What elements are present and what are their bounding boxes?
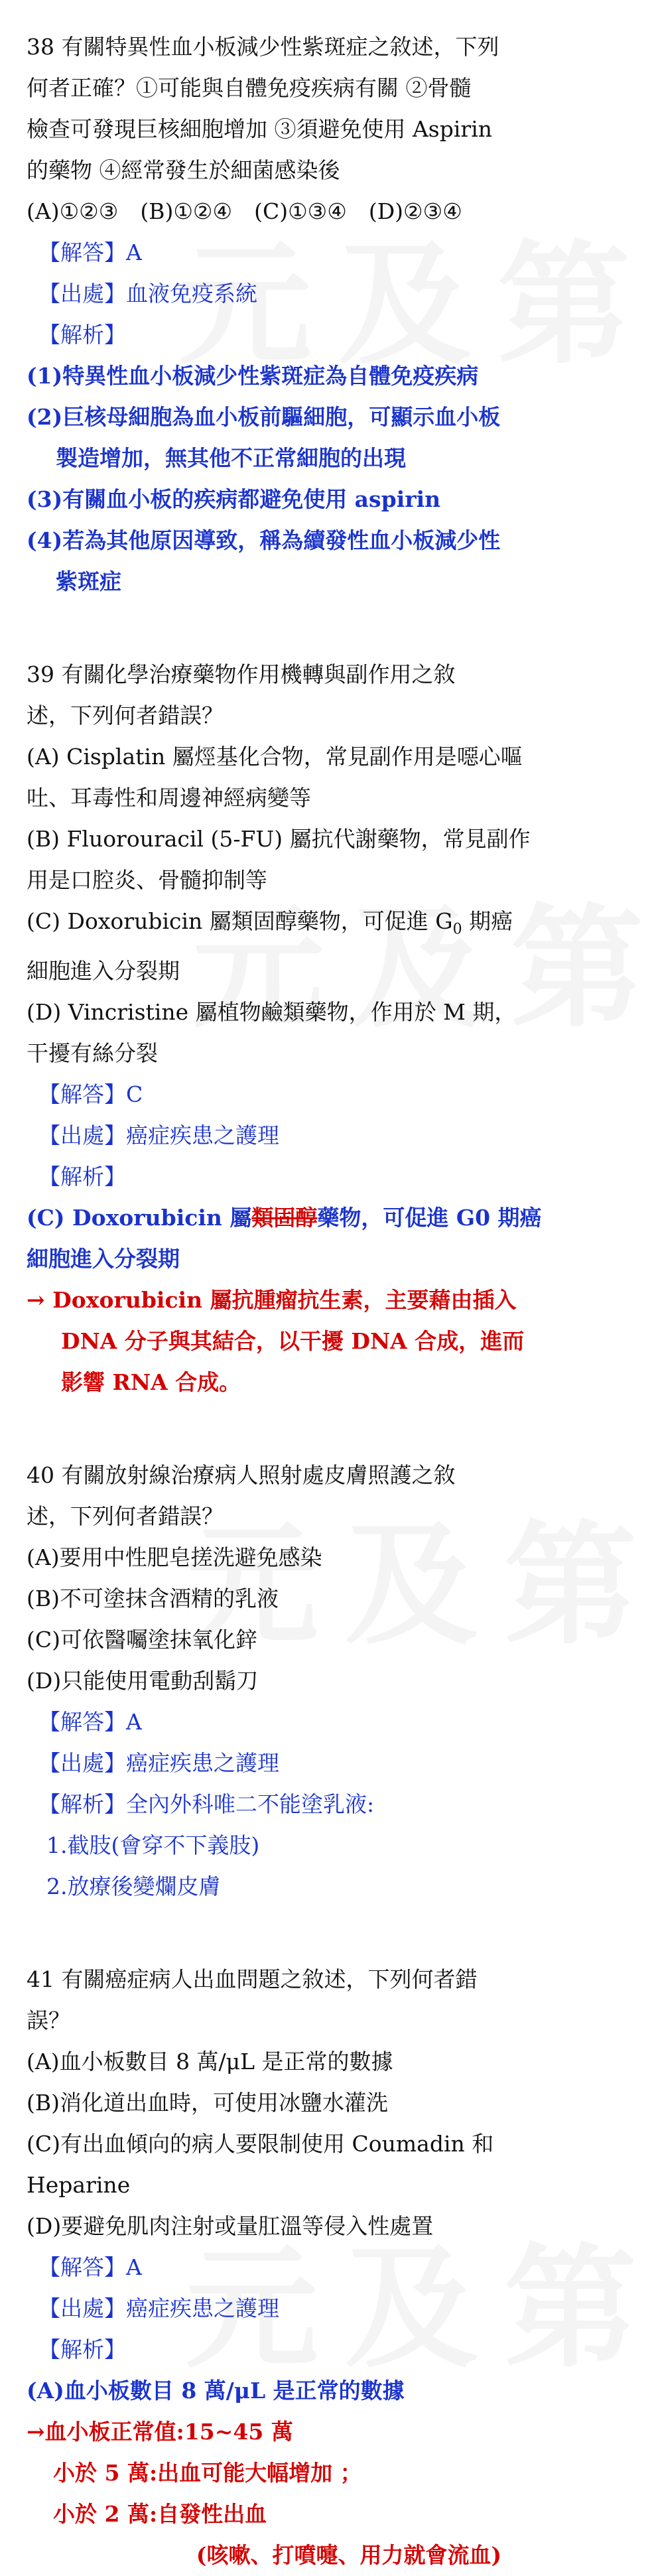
source-value: 癌症疾患之護理	[126, 2295, 279, 2321]
question-41	[27, 1959, 618, 2576]
option-line: (A)血小板數目 8 萬/μL 是正常的數據	[27, 2048, 393, 2074]
question-stem-line: 41 有關癌症病人出血問題之敘述，下列何者錯	[27, 1966, 478, 1992]
question-options: (A)①②③ (B)①②④ (C)①③④ (D)②③④	[27, 198, 462, 224]
explain-label: 【解析】	[38, 1163, 126, 1189]
option-text: (C) Doxorubicin 屬類固醇藥物，可促進 G	[27, 908, 453, 934]
correction-line: → Doxorubicin 屬抗腫瘤抗生素，主要藉由插入	[27, 1286, 517, 1313]
option-line: (D)要避免肌肉注射或量肛溫等侵入性處置	[27, 2212, 434, 2239]
answer-line	[27, 1702, 618, 1743]
option-line: Heparine	[27, 2171, 131, 2198]
source-label: 【出處】	[38, 1749, 126, 1776]
question-stem-line: 的藥物 ④經常發生於細菌感染後	[27, 157, 340, 183]
explain-line: (2)巨核母細胞為血小板前驅細胞，可顯示血小板	[27, 404, 501, 430]
answer-value: A	[126, 1708, 142, 1735]
option-line: 細胞進入分裂期	[27, 957, 180, 984]
explain-line	[27, 1197, 618, 1239]
explain-label: 【解析】	[38, 2336, 126, 2362]
option-text: 期癌	[462, 908, 513, 934]
question-stem-line: 40 有關放射線治療病人照射處皮膚照護之敘	[27, 1461, 456, 1488]
explain-point: 1.截肢(會穿不下義肢)	[46, 1832, 260, 1858]
answer-line	[27, 1074, 618, 1115]
source-value: 血液免疫系統	[126, 281, 257, 306]
answer-line	[27, 232, 618, 273]
struck-text: 類固醇	[251, 1204, 318, 1231]
explain-line: (1)特異性血小板減少性紫斑症為自體免疫疾病	[27, 363, 479, 389]
correction-line: DNA 分子與其結合，以干擾 DNA 合成，進而	[61, 1327, 525, 1354]
answer-label: 【解答】	[38, 2254, 126, 2280]
option-line: (B)不可塗抹含酒精的乳液	[27, 1585, 279, 1611]
option-line: 用是口腔炎、骨髓抑制等	[27, 867, 267, 893]
explain-line: (4)若為其他原因導致，稱為續發性血小板減少性	[27, 527, 501, 553]
explain-line: (A)血小板數目 8 萬/μL 是正常的數據	[27, 2377, 405, 2404]
answer-label: 【解答】	[38, 239, 126, 265]
answer-value: C	[126, 1081, 143, 1107]
question-stem-line: 述，下列何者錯誤？	[27, 1503, 224, 1529]
source-label: 【出處】	[38, 281, 126, 306]
explain-text: (C) Doxorubicin 屬	[27, 1204, 252, 1231]
explain-text: 藥物，可促進 G0 期癌	[317, 1204, 542, 1231]
source-label: 【出處】	[38, 2295, 126, 2321]
source-line	[27, 1743, 618, 1784]
answer-label: 【解答】	[38, 1708, 126, 1735]
explain-line: 製造增加，無其他不正常細胞的出現	[56, 445, 406, 471]
option-line: (A)要用中性肥皂搓洗避免感染	[27, 1544, 322, 1570]
question-40	[27, 1455, 618, 1907]
source-value: 癌症疾患之護理	[126, 1749, 279, 1776]
correction-line: 小於 2 萬:自發性出血	[53, 2500, 267, 2527]
explain-line: (3)有關血小板的疾病都避免使用 aspirin	[27, 486, 441, 512]
correction-line: →血小板正常值:15~45 萬	[27, 2418, 293, 2445]
source-label: 【出處】	[38, 1122, 126, 1148]
source-line	[27, 2288, 618, 2329]
explain-point: 2.放療後變爛皮膚	[46, 1873, 221, 1899]
explain-value: 全內外科唯二不能塗乳液:	[126, 1791, 375, 1817]
answer-value: A	[126, 239, 142, 265]
option-line	[27, 901, 618, 951]
explain-label: 【解析】	[38, 1791, 126, 1817]
explain-line	[27, 1784, 618, 1825]
explain-label: 【解析】	[38, 322, 126, 348]
explain-line: 紫斑症	[56, 569, 121, 594]
question-stem-line: 述，下列何者錯誤？	[27, 703, 224, 728]
option-line: (D)只能使用電動刮鬍刀	[27, 1667, 259, 1694]
question-38	[27, 27, 618, 602]
explain-line: 細胞進入分裂期	[27, 1245, 180, 1272]
question-39	[27, 654, 618, 1403]
question-stem-line: 誤？	[27, 2007, 70, 2033]
option-line: 吐、耳毒性和周邊神經病變等	[27, 785, 311, 811]
question-stem-line: 何者正確？①可能與自體免疫疾病有關 ②骨髓	[27, 75, 472, 101]
option-line: (D) Vincristine 屬植物鹼類藥物，作用於 M 期，	[27, 998, 517, 1025]
answer-label: 【解答】	[38, 1081, 126, 1107]
answer-line	[27, 2247, 618, 2288]
option-line: (A) Cisplatin 屬烴基化合物，常見副作用是噁心嘔	[27, 744, 523, 770]
option-line: (B) Fluorouracil (5-FU) 屬抗代謝藥物，常見副作	[27, 826, 531, 852]
option-line: 干擾有絲分裂	[27, 1040, 158, 1066]
source-line	[27, 1115, 618, 1156]
question-stem-line: 39 有關化學治療藥物作用機轉與副作用之敘	[27, 661, 456, 687]
source-line	[27, 273, 618, 314]
correction-line: 小於 5 萬:出血可能大幅增加 ；	[53, 2459, 362, 2486]
question-stem-line: 檢查可發現巨核細胞增加 ③須避免使用 Aspirin	[27, 116, 493, 142]
subscript: 0	[452, 921, 462, 938]
answer-value: A	[126, 2254, 142, 2280]
option-line: (C)可依醫囑塗抹氧化鋅	[27, 1626, 257, 1653]
option-line: (B)消化道出血時，可使用冰鹽水灌洗	[27, 2089, 388, 2116]
source-value: 癌症疾患之護理	[126, 1122, 279, 1148]
question-stem-line: 38 有關特異性血小板減少性紫斑症之敘述，下列	[27, 34, 499, 60]
option-line: (C)有出血傾向的病人要限制使用 Coumadin 和	[27, 2130, 494, 2157]
correction-line: (咳嗽、打噴嚏、用力就會流血)	[196, 2542, 502, 2568]
correction-line: 影響 RNA 合成。	[61, 1369, 241, 1395]
